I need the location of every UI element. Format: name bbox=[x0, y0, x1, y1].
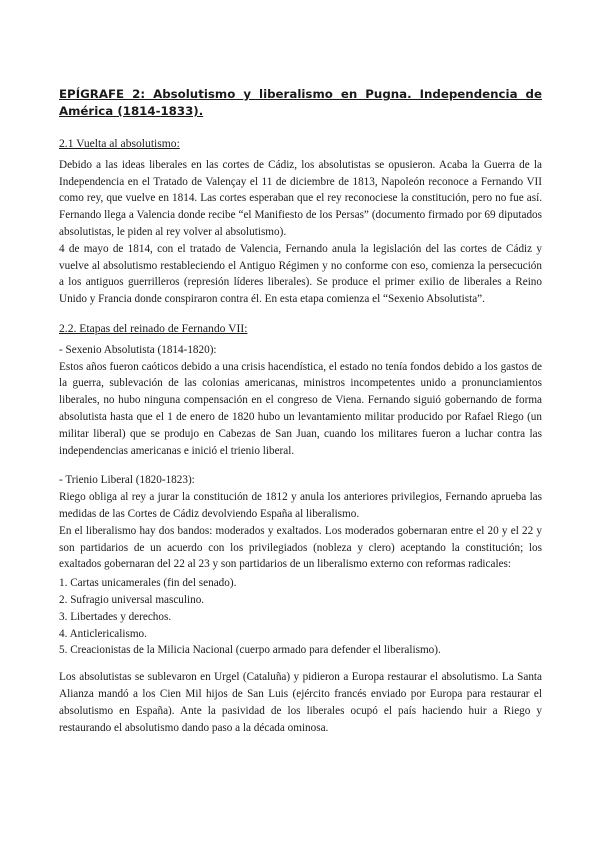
paragraph-santa-alianza: Los absolutistas se sublevaron en Urgel (Cataluña) y pidieron a Europa restaurar el absolutismo. La Santa Alianza mandó a los Cien Mil hijos de San Luis (ejército francés enviado por Europa para restaurar el absolutismo en España). Ante la pasividad de los liberales ocupó el país haciendo huir a Riego y restaurando el absolutismo dando paso a la década ominosa. bbox=[59, 671, 542, 734]
paragraph-tratado-valencia: 4 de mayo de 1814, con el tratado de Valencia, Fernando anula la legislación del las cortes de Cádiz y vuelve al absolutismo restableciendo el Antiguo Régimen y no conforme con eso, comienza la persecución a los antiguos guerrilleros (represión líderes liberales). Se produce el primer exilio de liberales a Reino Unido y Francia donde conspiraron contra él. En esta etapa comienza el “Sexenio Absolutista”. bbox=[59, 242, 542, 306]
subheading-trienio-liberal: - Trienio Liberal (1820-1823): bbox=[59, 474, 195, 487]
paragraph-riego-constitucion: Riego obliga al rey a jurar la constitución de 1812 y anula los anteriores privilegios, Fernando aprueba las medidas de las Cortes de Cádiz devolviendo España al liberalismo. bbox=[59, 491, 542, 520]
paragraph-bandos-liberalismo: En el liberalismo hay dos bandos: moderados y exaltados. Los moderados gobernaran entre el 20 y el 22 y son partidarios de un acuerdo con los privilegiados (nobleza y clero) aceptando la constitución; los exaltados gobernaran del 22 al 23 y son partidarios de un liberalismo externo con reformas radicales: bbox=[59, 524, 542, 571]
subheading-sexenio-absolutista: - Sexenio Absolutista (1814-1820): bbox=[59, 343, 217, 356]
list-item: 3. Libertades y derechos. bbox=[59, 610, 172, 623]
section-heading-vuelta-absolutismo: 2.1 Vuelta al absolutismo: bbox=[59, 137, 180, 150]
list-item: 5. Creacionistas de la Milicia Nacional (cuerpo armado para defender el liberalismo). bbox=[59, 644, 441, 657]
document-title: EPÍGRAFE 2: Absolutismo y liberalismo en Pugna. Independencia de América (1814-1833). bbox=[59, 87, 542, 118]
paragraph-cortes-cadiz: Debido a las ideas liberales en las cortes de Cádiz, los absolutistas se opusieron. Acaba la Guerra de la Independencia en el Tratado de Valençay el 11 de diciembre de 1813, Napoleón reconoce a Fernando VII como rey, que vuelve en 1814. Las cortes esperaban que el rey reconociese la constitución, pero no fue así. Fernando llega a Valencia donde recibe “el Manifiesto de los Persas” (documento firmado por 69 diputados absolutistas, le piden al rey volver al absolutismo). bbox=[59, 158, 542, 238]
section-heading-etapas-reinado: 2.2. Etapas del reinado de Fernando VII: bbox=[59, 321, 248, 335]
list-item: 1. Cartas unicamerales (fin del senado). bbox=[59, 577, 237, 590]
paragraph-sexenio: Estos años fueron caóticos debido a una crisis hacendística, el estado no tenía fondos debido a los gastos de la guerra, sublevación de las colonias americanas, ministros incompetentes unido a pronunciamientos liberales, no hubo ninguna compensación en el congreso de Viena. Fernando siguió gobernando de forma absolutista hasta que el 1 de enero de 1820 hubo un levantamiento militar producido por Rafael Riego (un militar liberal) que se produjo en Cabezas de San Juan, cuando los militares fueron a luchar contra las independencias americanas e inició el trienio liberal. bbox=[59, 360, 542, 457]
reforms-list bbox=[59, 575, 542, 659]
list-item: 2. Sufragio universal masculino. bbox=[59, 593, 205, 606]
list-item: 4. Anticlericalismo. bbox=[59, 627, 147, 640]
